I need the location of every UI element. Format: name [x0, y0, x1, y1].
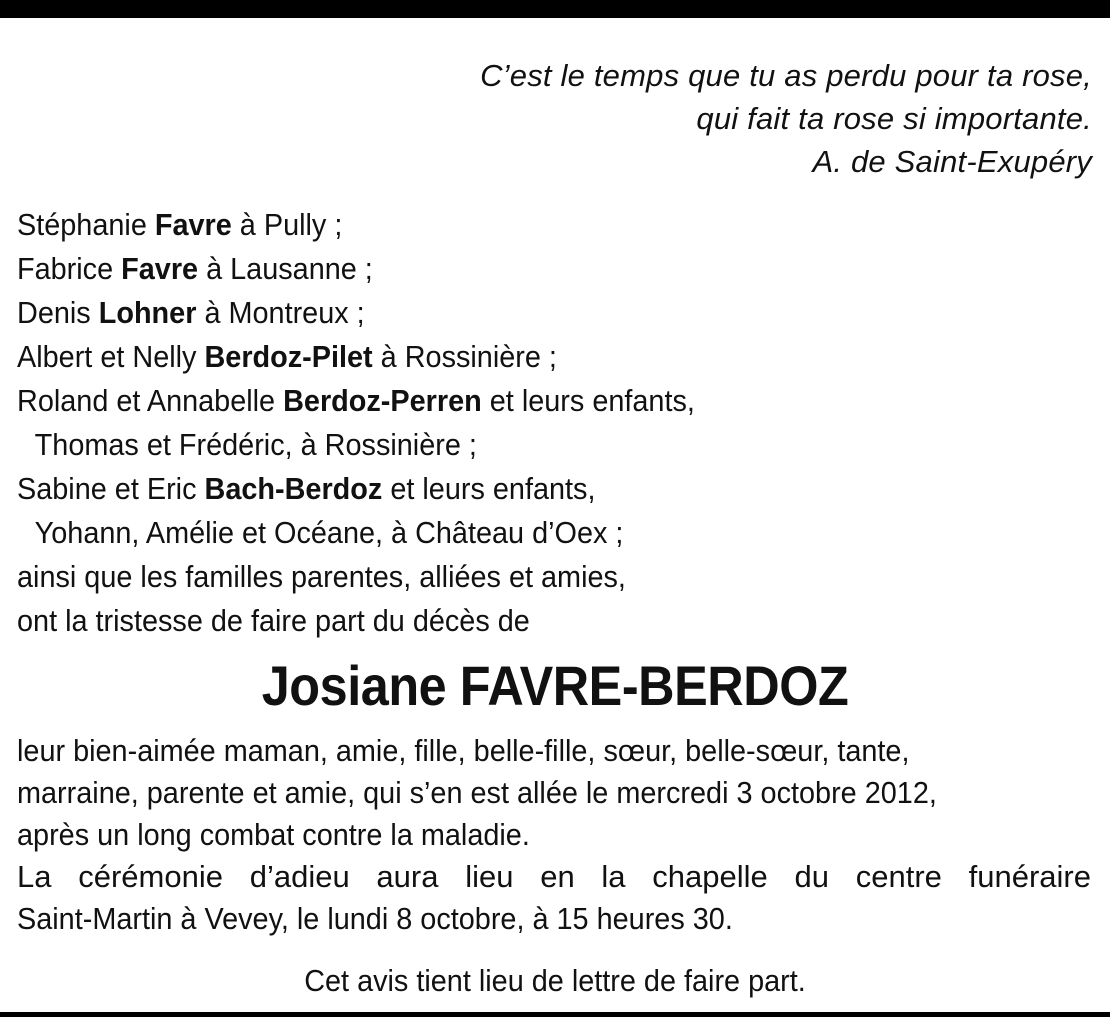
family-line	[17, 467, 695, 511]
family-line-location: à Rossinière ;	[372, 339, 557, 374]
body-word: La	[17, 859, 52, 894]
top-rule	[0, 0, 1110, 18]
quote-author: A. de Saint-Exupéry	[812, 144, 1092, 179]
family-line	[17, 203, 695, 247]
body-line-4	[17, 856, 1091, 898]
family-surname: Lohner	[98, 295, 197, 330]
family-line-location: à Montreux ;	[196, 295, 365, 330]
family-line-location: à Lausanne ;	[198, 251, 373, 286]
quote-line-2: qui fait ta rose si importante.	[696, 101, 1092, 136]
body-word: centre	[855, 859, 942, 894]
family-surname: Berdoz-Perren	[283, 383, 482, 418]
quote-line-1: C’est le temps que tu as perdu pour ta rose,	[480, 58, 1092, 93]
bottom-rule	[0, 1012, 1110, 1017]
family-line	[17, 291, 695, 335]
epigraph-quote	[480, 54, 1092, 183]
family-line	[17, 423, 695, 467]
body-line-2: marraine, parente et amie, qui s’en est allée le mercredi 3 octobre 2012,	[17, 775, 937, 810]
announcement-body	[17, 730, 1091, 940]
body-word: la	[601, 859, 626, 894]
body-word: chapelle	[652, 859, 768, 894]
family-line	[17, 379, 695, 423]
body-line-5: Saint-Martin à Vevey, le lundi 8 octobre, à 15 heures 30.	[17, 901, 733, 936]
family-surname: Bach-Berdoz	[204, 471, 383, 506]
family-line-location: à Pully ;	[231, 207, 343, 242]
family-line-text: Stéphanie	[17, 207, 155, 242]
family-line-text: Albert et Nelly	[17, 339, 205, 374]
family-line-text: ont la tristesse de faire part du décès de	[17, 603, 530, 638]
body-word: cérémonie	[78, 859, 223, 894]
family-line	[17, 511, 695, 555]
body-word: aura	[376, 859, 439, 894]
family-surname: Berdoz-Pilet	[204, 339, 373, 374]
family-line-text: Roland et Annabelle	[17, 383, 284, 418]
family-line-text: ainsi que les familles parentes, alliées et amies,	[17, 559, 626, 594]
family-line-location: et leurs enfants,	[382, 471, 596, 506]
family-line-text: Denis	[17, 295, 99, 330]
body-word: du	[794, 859, 829, 894]
family-surname: Favre	[154, 207, 232, 242]
deceased-name: Josiane FAVRE-BERDOZ	[261, 654, 849, 717]
body-word: lieu	[465, 859, 514, 894]
family-line-text: Sabine et Eric	[17, 471, 205, 506]
body-word: funéraire	[968, 859, 1091, 894]
notice-text: Cet avis tient lieu de lettre de faire part.	[304, 963, 806, 998]
family-line-text: Fabrice	[17, 251, 122, 286]
family-line-text: Yohann, Amélie et Océane, à Château d’Oex ;	[34, 515, 624, 550]
family-line-text: Thomas et Frédéric, à Rossinière ;	[34, 427, 477, 462]
family-list	[17, 203, 695, 643]
family-line	[17, 555, 695, 599]
family-line	[17, 247, 695, 291]
family-surname: Favre	[121, 251, 199, 286]
family-line	[17, 335, 695, 379]
body-line-1: leur bien-aimée maman, amie, fille, belle-fille, sœur, belle-sœur, tante,	[17, 733, 910, 768]
body-word: en	[540, 859, 575, 894]
body-line-3: après un long combat contre la maladie.	[17, 817, 530, 852]
family-line	[17, 599, 695, 643]
body-word: d’adieu	[249, 859, 350, 894]
family-line-location: et leurs enfants,	[481, 383, 695, 418]
